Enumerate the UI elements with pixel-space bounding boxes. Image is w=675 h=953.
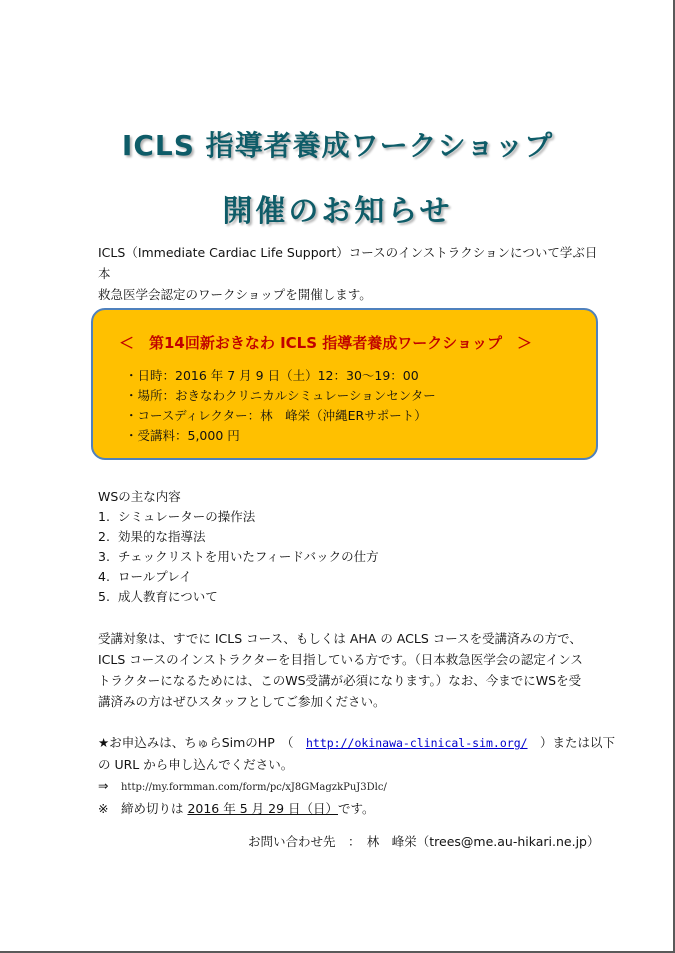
apply-line-2: の URL から申し込んでください。	[98, 757, 294, 772]
list-text: 成人教育について	[118, 589, 218, 604]
eligibility-line-2: ICLS コースのインストラクターを目指している方です。（日本救急医学会の認定インス	[98, 652, 583, 667]
apply-line-1	[98, 732, 616, 754]
form-url-line	[98, 775, 598, 798]
homepage-link[interactable]: http://okinawa-clinical-sim.org/	[305, 736, 528, 750]
event-venue: ・場所：おきなわクリニカルシミュレーションセンター	[125, 388, 436, 403]
deadline-date: 2016 年 5 月 29 日（日）	[187, 801, 338, 816]
list-text: チェックリストを用いたフィードバックの仕方	[118, 549, 379, 564]
intro-paragraph	[98, 242, 598, 305]
list-item	[98, 527, 379, 547]
ws-contents	[98, 487, 379, 607]
deadline-pre: ※ 締め切りは	[98, 801, 188, 816]
deadline-post: です。	[338, 801, 375, 816]
list-text: シミュレーターの操作法	[118, 509, 256, 524]
arrow-icon: ⇒	[98, 778, 121, 793]
eligibility-line-4: 講済みの方はぜひスタッフとしてご参加ください。	[98, 694, 386, 709]
event-info-box	[91, 308, 598, 460]
eligibility-paragraph	[98, 628, 588, 712]
application-section	[98, 732, 616, 819]
intro-line-1: ICLS（Immediate Cardiac Life Support）コースのインストラクションについて学ぶ日本	[98, 245, 598, 281]
event-title: ＜ 第14回新おきなわ ICLS 指導者養成ワークショップ ＞	[119, 334, 532, 352]
apply-text-post: ）または以下	[527, 735, 616, 750]
ws-heading: WSの主な内容	[98, 489, 181, 504]
list-number: 2.	[98, 529, 110, 544]
deadline-line	[98, 798, 598, 819]
eligibility-line-3: トラクターになるためには、このWS受講が必須になります。）なお、今までにWSを受	[98, 673, 582, 688]
event-director: ・コースディレクター：林 峰栄（沖縄ERサポート）	[125, 408, 427, 423]
event-date: ・日時：2016 年 7 月 9 日（土）12：30〜19：00	[125, 368, 419, 383]
list-number: 1.	[98, 509, 110, 524]
list-item	[98, 567, 379, 587]
list-text: ロールプレイ	[118, 569, 192, 584]
event-details	[125, 366, 436, 446]
title-line-1: ICLS 指導者養成ワークショップ	[121, 129, 554, 162]
list-number: 3.	[98, 549, 110, 564]
eligibility-line-1: 受講対象は、すでに ICLS コース、もしくは AHA の ACLS コースを受講済みの方で、	[98, 631, 582, 646]
apply-text-pre: ★お申込みは、ちゅらSimのHP （	[98, 735, 306, 750]
list-item	[98, 507, 379, 527]
event-fee: ・受講料：5,000 円	[125, 428, 240, 443]
list-text: 効果的な指導法	[118, 529, 206, 544]
list-item	[98, 587, 379, 607]
form-url-link[interactable]: http://my.formman.com/form/pc/xJ8GMagzkPuJ3Dlc/	[120, 782, 387, 793]
list-number: 4.	[98, 569, 110, 584]
intro-line-2: 救急医学会認定のワークショップを開催します。	[98, 287, 372, 302]
title-line-2: 開催のお知らせ	[222, 194, 453, 229]
list-item	[98, 547, 379, 567]
list-number: 5.	[98, 589, 110, 604]
contact-info: お問い合わせ先 ： 林 峰栄（trees@me.au-hikari.ne.jp）	[248, 834, 600, 849]
